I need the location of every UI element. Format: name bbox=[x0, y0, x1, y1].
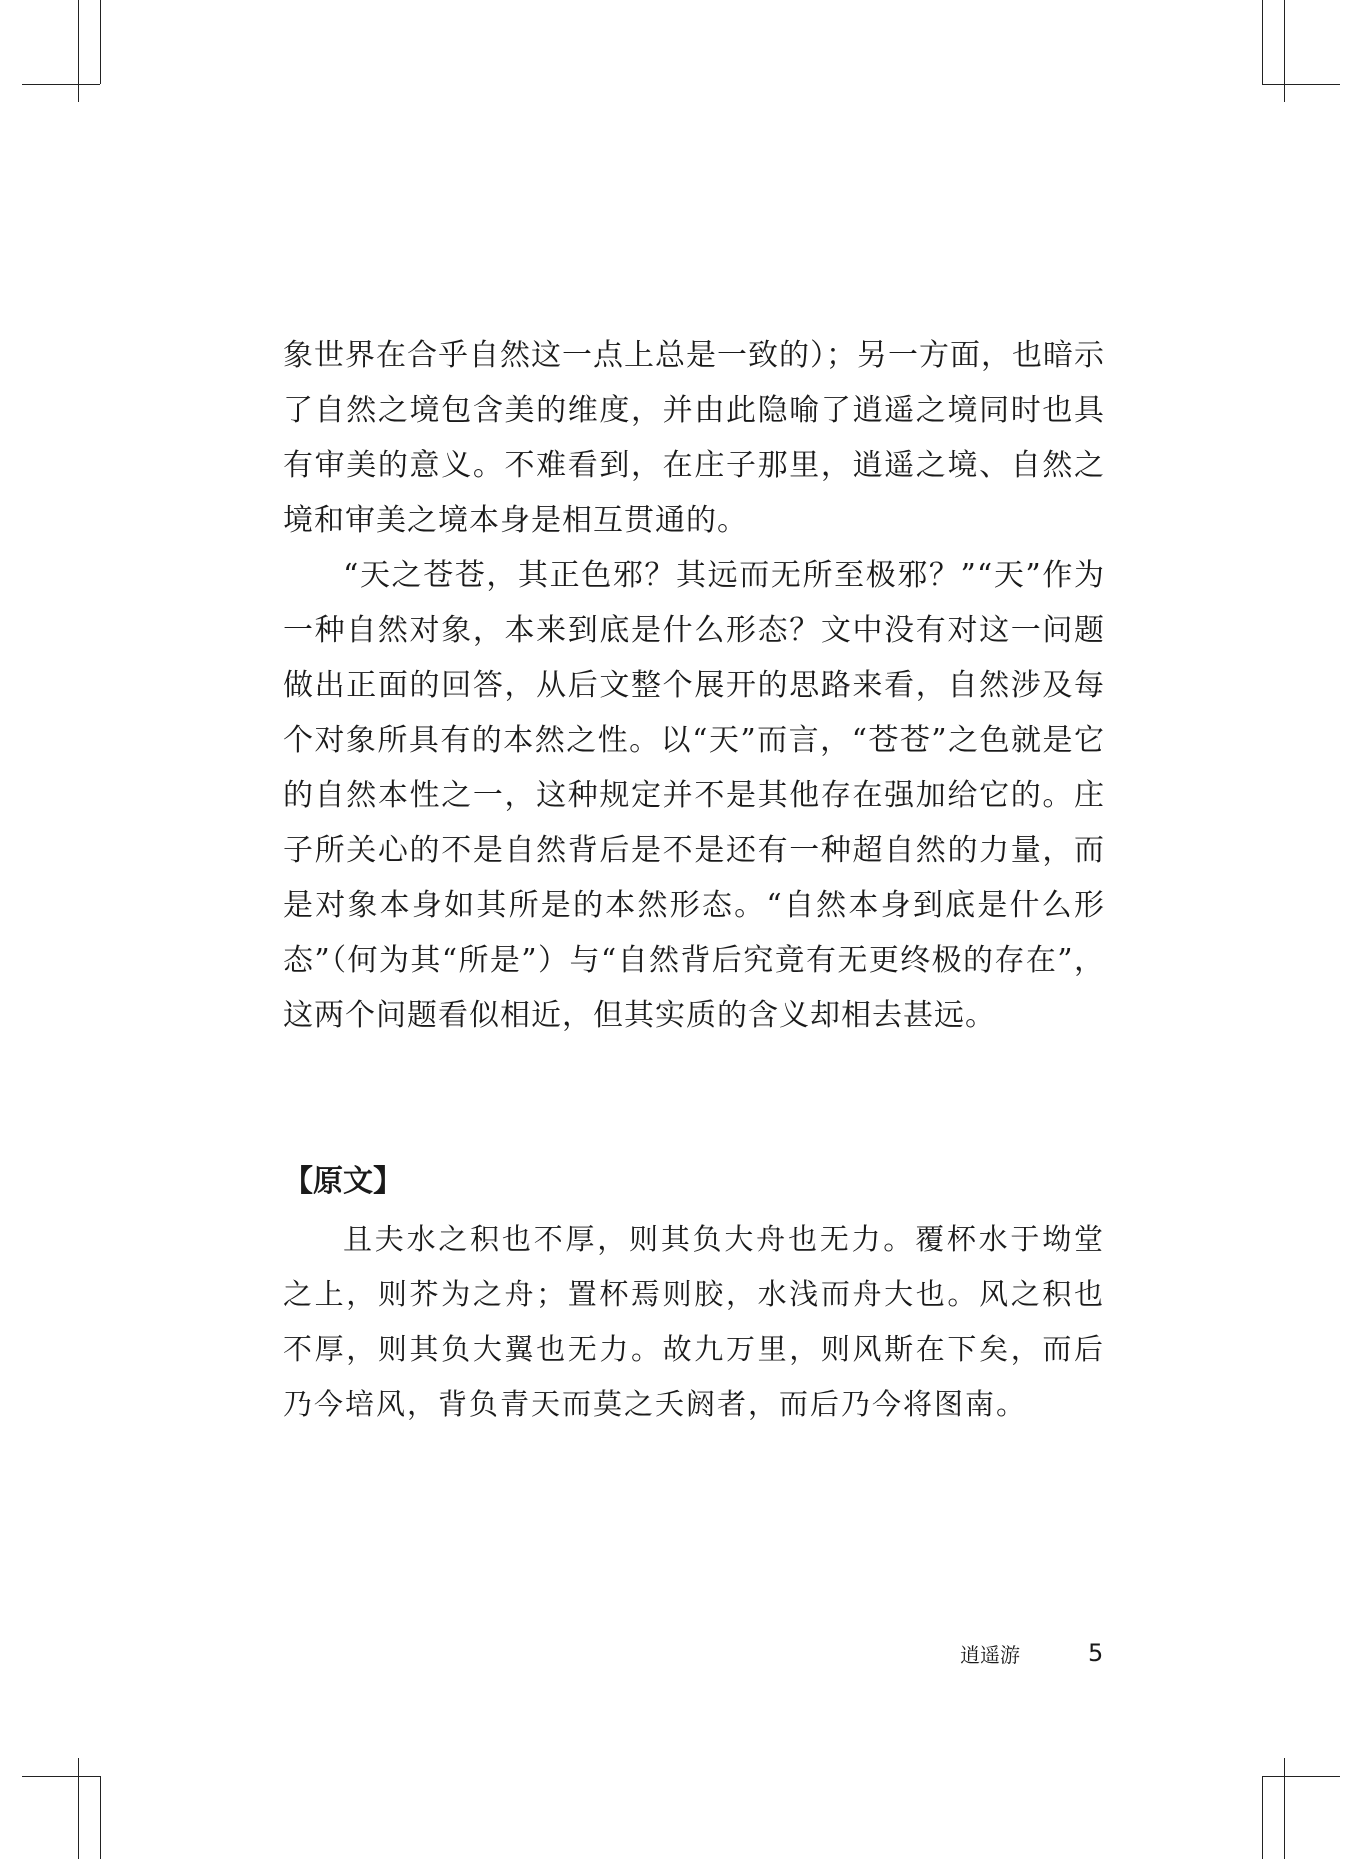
crop-mark bbox=[1262, 1776, 1340, 1777]
crop-mark bbox=[1284, 1758, 1285, 1859]
crop-mark bbox=[1262, 84, 1340, 85]
commentary-paragraph: “天之苍苍，其正色邪？其远而无所至极邪？”“天”作为一种自然对象，本来到底是什么形态？文中没有对这一问题做出正面的回答，从后文整个展开的思路来看，自然涉及每个对象所具有的本然之性。以“天”而言，“苍苍”之色就是它的自然本性之一，这种规定并不是其他存在强加给它的。庄子所关心的不是自然背后是不是还有一种超自然的力量，而是对象本身如其所是的本然形态。“自然本身到底是什么形态”（何为其“所是”）与“自然背后究竟有无更终极的存在”，这两个问题看似相近，但其实质的含义却相去甚远。 bbox=[283, 558, 1105, 1033]
commentary-text bbox=[283, 328, 1105, 1043]
crop-mark bbox=[1284, 0, 1285, 102]
commentary-paragraph: 象世界在合乎自然这一点上总是一致的）；另一方面，也暗示了自然之境包含美的维度，并由此隐喻了逍遥之境同时也具有审美的意义。不难看到，在庄子那里，逍遥之境、自然之境和审美之境本身是相互贯通的。 bbox=[283, 338, 1105, 538]
crop-mark bbox=[78, 0, 79, 102]
crop-mark bbox=[100, 1776, 101, 1859]
running-footer-title: 逍遥游 bbox=[960, 1643, 1020, 1667]
section-heading: 【原文】 bbox=[283, 1164, 403, 1199]
original-text bbox=[283, 1212, 1105, 1432]
crop-mark bbox=[22, 1776, 100, 1777]
crop-mark bbox=[22, 84, 100, 85]
crop-mark bbox=[78, 1758, 79, 1859]
crop-mark bbox=[1262, 1776, 1263, 1859]
original-paragraph: 且夫水之积也不厚，则其负大舟也无力。覆杯水于坳堂之上，则芥为之舟；置杯焉则胶，水浅而舟大也。风之积也不厚，则其负大翼也无力。故九万里，则风斯在下矣，而后乃今培风，背负青天而莫之夭阏者，而后乃今将图南。 bbox=[283, 1222, 1105, 1421]
crop-mark bbox=[100, 0, 101, 84]
page-number: 5 bbox=[1088, 1639, 1104, 1667]
crop-mark bbox=[1262, 0, 1263, 84]
